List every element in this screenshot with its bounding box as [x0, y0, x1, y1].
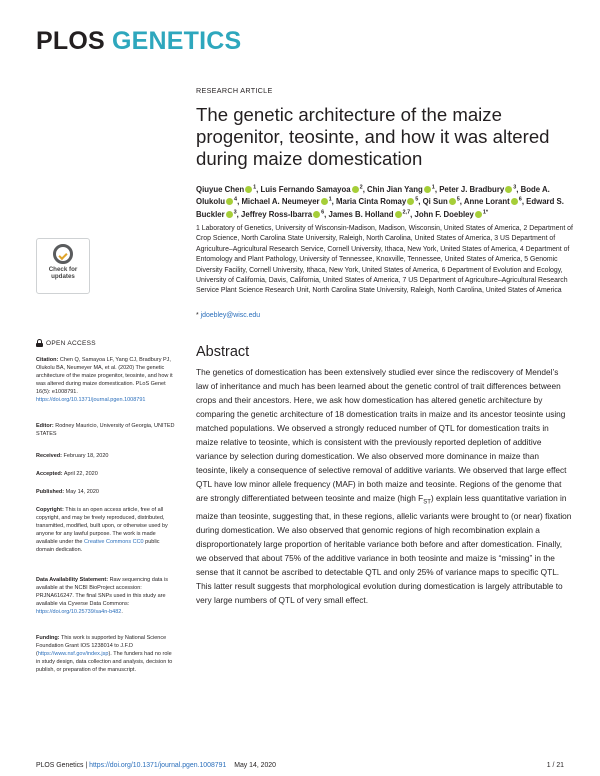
journal-logo	[36, 27, 241, 56]
editor-text: Rodney Mauricio, University of Georgia, UNITED STATES	[36, 423, 175, 437]
author-name: Peter J. Bradbury $^3$,	[439, 184, 521, 194]
footer-page-number: 1 / 21	[546, 762, 564, 769]
author-affiliation-sup: 2,7	[402, 209, 411, 216]
author-affiliation-sup: 3	[233, 209, 237, 216]
author-name: Maria Cinta Romay $^5$,	[336, 196, 423, 207]
affiliation-number: 4	[519, 245, 524, 253]
citation-text: Chen Q, Samayoa LF, Yang CJ, Bradbury PJ, Olukolu BA, Neumeyer MA, et al. (2020) The genetic architecture of the maize progenitor, teosinte, and how it was altered during maize domestication. PLoS Genet 16(5): e1008791.	[36, 357, 173, 395]
author-name: Luis Fernando Samayoa $^2$,	[260, 184, 368, 194]
open-lock-icon	[36, 339, 43, 347]
check-updates-line1: Check for	[48, 266, 78, 273]
author-affiliation-sup: 5	[415, 196, 419, 203]
check-updates-line2: updates	[51, 273, 75, 280]
orcid-icon[interactable]	[407, 198, 414, 205]
abstract-body	[196, 366, 572, 608]
copyright-license-link[interactable]: Creative Commons CC0	[84, 539, 144, 545]
editor-label: Editor:	[36, 423, 54, 429]
accepted-label: Accepted:	[36, 471, 63, 477]
orcid-icon[interactable]	[352, 186, 359, 193]
citation-label: Citation:	[36, 357, 59, 363]
received-label: Received:	[36, 453, 62, 459]
affiliation-number: 6	[441, 266, 446, 274]
author-name: Jeffrey Ross-Ibarra $^6$,	[241, 209, 329, 220]
open-access-text: OPEN ACCESS	[46, 339, 96, 347]
author-name-text: Edward S. Buckler	[196, 197, 564, 220]
author-name-text: Luis Fernando Samayoa	[260, 184, 351, 194]
affiliation-number: 5	[524, 256, 529, 264]
author-affiliation-sup: 6	[518, 196, 522, 203]
email-mark: *	[196, 312, 199, 319]
orcid-icon[interactable]	[475, 211, 482, 218]
funding-text: This work is supported by National Science Foundation Grant IOS 1238014 to J.F.D (	[36, 635, 167, 657]
author-name: Qiuyue Chen $^1$,	[196, 184, 261, 194]
orcid-icon[interactable]	[313, 211, 320, 218]
author-name: Anne Lorant $^6$,	[463, 196, 527, 207]
orcid-icon[interactable]	[226, 198, 233, 205]
affiliation-text: US Department of Agriculture–Agricultural Research Service, Cornell University, Ithaca, New York, United States of America,	[196, 235, 556, 253]
author-affiliation-sup: 2	[359, 184, 363, 190]
funding-link[interactable]: https://www.nsf.gov/index.jsp	[37, 651, 109, 657]
article-title: The genetic architecture of the maize progenitor, teosinte, and how it was altered during maize domestication	[196, 104, 550, 169]
author-name	[415, 210, 489, 219]
author-name: Michael A. Neumeyer $^1$,	[241, 196, 336, 207]
author-affiliation-sup: 1	[328, 196, 332, 203]
published-label: Published:	[36, 489, 65, 495]
author-name-text: Chin Jian Yang	[367, 184, 423, 194]
author-name: Qi Sun $^5$,	[422, 196, 464, 207]
sidebar-funding	[36, 634, 176, 674]
funding-end: ). The funders had no role in study design, data collection and analysis, decision to publish, or preparation of the manuscript.	[36, 651, 173, 673]
affiliation-text: Department of Entomology and Plant Pathology, University of Tennessee, Knoxville, Tennessee, United States of America,	[196, 245, 570, 264]
logo-genetics: GENETICS	[112, 27, 242, 55]
author-name-text: Jeffrey Ross-Ibarra	[241, 210, 313, 220]
author-name: James B. Holland $^{2,7}$,	[328, 209, 415, 220]
affiliation-text: US Department of Agriculture–Agricultural Research Service Plant Science Research Unit, North Carolina State University, Raleigh, North Carolina, United States of America	[196, 277, 568, 295]
abstract-heading: Abstract	[196, 344, 250, 360]
author-name-text: Bode A. Olukolu	[196, 184, 550, 207]
abstract-part2: ) explain less quantitative variation in maize than teosinte, suggesting that, in these regions, allelic variants were brought to (or near) fixation during domestication. We also observed that genomic regions of high recombination explain a disproportionately large proportion of heritable variance both before and after domestication. Finally, we observed that about 75% of the additive variance in both teosinte and maize is “missing” in the sense that it cannot be ascribed to detectable QTL and only 25% of variance maps to specific QTL. This latter result suggests that morphological evolution during domestication is largely attributable to very large numbers of QTL of very small effect.	[196, 492, 572, 605]
author-name-text: James B. Holland	[328, 210, 394, 220]
affiliation-text: Department of Crop Science, North Carolina State University, Raleigh, North Carolina, United States of America,	[196, 225, 573, 243]
author-affiliation-sup: 1	[431, 184, 435, 190]
author-affiliation-sup: 4	[234, 196, 238, 203]
author-name: Bode A. Olukolu $^4$,	[196, 184, 550, 207]
author-name-text: Michael A. Neumeyer	[241, 197, 320, 207]
orcid-icon[interactable]	[321, 198, 328, 205]
author-name-text: Maria Cinta Romay	[336, 197, 407, 207]
check-updates-icon	[53, 244, 73, 264]
page-footer	[36, 762, 564, 769]
copyright-end: public domain dedication.	[36, 539, 160, 553]
author-affiliation-sup: 1*	[482, 209, 489, 216]
orcid-icon[interactable]	[395, 211, 402, 218]
footer-doi-link[interactable]: https://doi.org/10.1371/journal.pgen.1008791	[89, 762, 227, 769]
open-access-label	[36, 339, 96, 347]
sidebar-citation	[36, 356, 176, 404]
copyright-text: This is an open access article, free of all copyright, and may be freely reproduced, distributed, transmitted, modified, built upon, or otherwise used by anyone for any lawful purpose. The work is made available under the	[36, 507, 168, 545]
abstract-part1: The genetics of domestication has been extensively studied ever since the rediscovery of Mendel’s law of inheritance and much has been learned about the genetic control of trait differences between crops and their ancestors. Here, we ask how domestication has altered genetic architecture by comparing the genetic architecture of 18 domestication traits in maize and its ancestor teosinte using matched populations. We observed a strongly reduced number of QTL for domestication traits in maize relative to teosinte, which is consistent with the previously reported depletion of additive variance by selection during domestication. We also observed more dominance in maize than teosinte, likely a consequence of selective removal of additive variants. We observed that large effect QTL have low minor allele frequency (MAF) in both maize and teosinte. Regions of the genome that are strongly differentiated between teosinte and maize (high F	[196, 367, 567, 503]
footer-separator: |	[83, 762, 90, 769]
data-availability-end: .	[121, 609, 123, 615]
affiliation-text: Laboratory of Genetics, University of Wisconsin-Madison, Madison, Wisconsin, United States of America,	[201, 225, 522, 232]
sidebar-copyright	[36, 506, 176, 554]
abstract-fst-sub: ST	[423, 499, 431, 506]
author-name-text: John F. Doebley	[414, 210, 474, 220]
sidebar-received	[36, 452, 176, 460]
author-affiliation-sup: 6	[321, 209, 325, 216]
author-name-text: Peter J. Bradbury	[439, 184, 505, 194]
author-list	[196, 182, 576, 220]
sidebar-published	[36, 488, 176, 496]
affiliation-number: 1	[196, 225, 200, 232]
copyright-label: Copyright:	[36, 507, 64, 513]
sidebar-editor	[36, 422, 176, 438]
orcid-icon[interactable]	[505, 186, 512, 193]
author-name-text: Anne Lorant	[463, 197, 510, 207]
affiliation-text: Genomic Diversity Facility, Cornell University, Ithaca, New York, United States of America,	[196, 256, 558, 274]
orcid-icon[interactable]	[449, 198, 456, 205]
received-text: February 18, 2020	[63, 453, 109, 459]
data-availability-label: Data Availability Statement:	[36, 577, 109, 583]
author-name: Edward S. Buckler $^3$,	[196, 197, 564, 220]
logo-plos: PLOS	[36, 27, 105, 55]
check-for-updates-button[interactable]	[36, 238, 90, 294]
orcid-icon[interactable]	[226, 211, 233, 218]
orcid-icon[interactable]	[245, 186, 252, 193]
affiliation-number: 2	[523, 225, 528, 232]
affiliations	[196, 224, 576, 297]
published-text: May 14, 2020	[65, 489, 99, 495]
sidebar-data-availability	[36, 576, 176, 616]
article-type: RESEARCH ARTICLE	[196, 86, 273, 95]
accepted-text: April 22, 2020	[63, 471, 98, 477]
data-availability-link[interactable]: https://doi.org/10.25739/sa4n-b482	[36, 609, 122, 615]
corresponding-email	[196, 312, 260, 319]
sidebar-accepted	[36, 470, 176, 478]
author-name-text: Qiuyue Chen	[196, 184, 245, 194]
data-availability-text: Raw sequencing data is available at the NCBI BioProject accession: PRJNA616247. The final SNPs used in this study are available via Cyverse Data Commons:	[36, 577, 168, 607]
author-name-text: Qi Sun	[422, 197, 448, 207]
author-affiliation-sup: 5	[456, 196, 460, 203]
orcid-icon[interactable]	[511, 198, 518, 205]
affiliation-number: 7	[402, 277, 407, 285]
affiliation-text: Department of Evolution and Ecology, University of California, Davis, California, United States of America,	[196, 266, 563, 285]
author-name: Chin Jian Yang $^1$,	[367, 184, 440, 194]
affiliation-number: 3	[494, 235, 499, 243]
funding-label: Funding:	[36, 635, 60, 641]
author-affiliation-sup: 1	[253, 184, 257, 190]
orcid-icon[interactable]	[424, 186, 431, 193]
citation-doi-link[interactable]: https://doi.org/10.1371/journal.pgen.1008791	[36, 397, 146, 403]
footer-journal: PLOS Genetics	[36, 762, 84, 769]
footer-date: May 14, 2020	[234, 762, 276, 769]
author-affiliation-sup: 3	[513, 184, 517, 190]
email-link[interactable]: jdoebley@wisc.edu	[200, 312, 261, 319]
